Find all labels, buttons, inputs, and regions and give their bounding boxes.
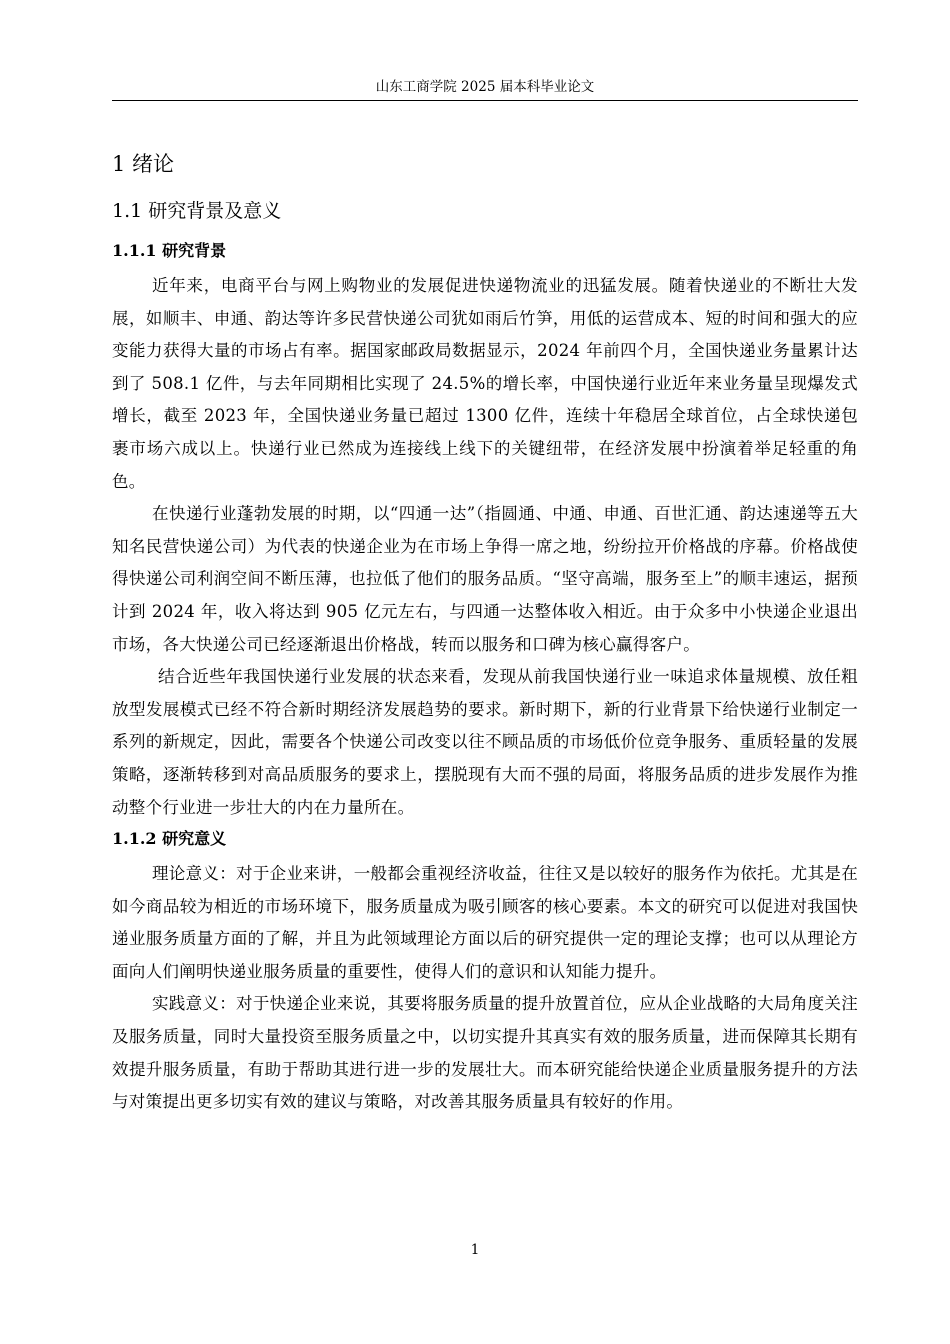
header-divider — [112, 100, 858, 101]
chapter-title: 1 绪论 — [112, 152, 175, 176]
body-paragraph: 在快递行业蓬勃发展的时期，以“四通一达”（指圆通、中通、申通、百世汇通、韵达速递等五大知名民营快递公司）为代表的快递企业为在市场上争得一席之地，纷纷拉开价格战的序幕。价格战使得快递公司利润空间不断压薄，也拉低了他们的服务品质。“坚守高端，服务至上”的顺丰速运，据预计到 2024 年，收入将达到 905 亿元左右，与四通一达整体收入相近。由于众多中小快递企业退出市场，各大快递公司已经逐渐退出价格战，转而以服务和口碑为核心赢得客户。 — [112, 504, 858, 654]
page-number: 1 — [470, 1242, 480, 1258]
running-header: 山东工商学院 2025 届本科毕业论文 — [375, 79, 595, 95]
subsection-title-background: 1.1.1 研究背景 — [112, 241, 227, 260]
body-paragraph: 理论意义：对于企业来讲，一般都会重视经济收益，往往又是以较好的服务作为依托。尤其是在如今商品较为相近的市场环境下，服务质量成为吸引顾客的核心要素。本文的研究可以促进对我国快递业服务质量方面的了解，并且为此领域理论方面以后的研究提供一定的理论支撑；也可以从理论方面向人们阐明快递业服务质量的重要性，使得人们的意识和认知能力提升。 — [112, 864, 858, 981]
body-paragraph: 实践意义：对于快递企业来说，其要将服务质量的提升放置首位，应从企业战略的大局角度关注及服务质量，同时大量投资至服务质量之中，以切实提升其真实有效的服务质量，进而保障其长期有效提升服务质量，有助于帮助其进行进一步的发展壮大。而本研究能给快递企业质量服务提升的方法与对策提出更多切实有效的建议与策略，对改善其服务质量具有较好的作用。 — [112, 994, 858, 1112]
body-paragraph: 结合近些年我国快递行业发展的状态来看，发现从前我国快递行业一味追求体量规模、放任粗放型发展模式已经不符合新时期经济发展趋势的要求。新时期下，新的行业背景下给快递行业制定一系列的新规定，因此，需要各个快递公司改变以往不顾品质的市场低价位竞争服务、重质轻量的发展策略，逐渐转移到对高品质服务的要求上，摆脱现有大而不强的局面，将服务品质的进步发展作为推动整个行业进一步壮大的内在力量所在。 — [112, 667, 858, 817]
subsection-title-significance: 1.1.2 研究意义 — [112, 829, 227, 849]
page-body — [112, 146, 858, 1119]
body-paragraph: 近年来，电商平台与网上购物业的发展促进快递物流业的迅猛发展。随着快递业的不断壮大发展，如顺丰、申通、韵达等许多民营快递公司犹如雨后竹笋，用低的运营成本、短的时间和强大的应变能力获得大量的市场占有率。据国家邮政局数据显示，2024 年前四个月，全国快递业务量累计达到了 508.1 亿件，与去年同期相比实现了 24.5%的增长率，中国快递行业近年来业务量呈现爆发式增长，截至 2023 年，全国快递业务量已超过 1300 亿件，连续十年稳居全球首位，占全球快递包裹市场六成以上。快递行业已然成为连接线上线下的关键纽带，在经济发展中扮演着举足轻重的角色。 — [112, 276, 858, 491]
section-title: 1.1 研究背景及意义 — [112, 200, 282, 222]
